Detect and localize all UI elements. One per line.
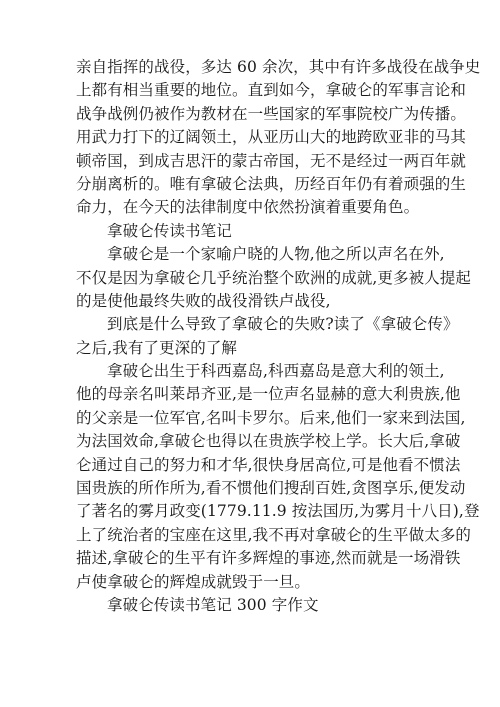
text-line: 了著名的雾月政变(1779.11.9 按法国历,为雾月十八日),登: [76, 502, 480, 521]
text-line: 分崩离析的。唯有拿破仑法典，历经百年仍有着顽强的生: [76, 174, 467, 193]
text-line: 拿破仑是一个家喻户晓的人物,他之所以声名在外,: [107, 245, 445, 264]
section-heading: 拿破仑传读书笔记 300 字作文: [107, 595, 319, 614]
text-line: 战争战例仍被作为教材在一些国家的军事院校广为传播。: [76, 104, 467, 123]
text-line: 他的母亲名叫莱昂齐亚,是一位声名显赫的意大利贵族,他: [76, 385, 461, 404]
text-line: 上都有相当重要的地位。直到如今，拿破仑的军事言论和: [76, 81, 467, 100]
text-line: 顿帝国，到成吉思汗的蒙古帝国，无不是经过一两百年就: [76, 151, 467, 170]
text-line: 上了统治者的宝座在这里,我不再对拿破仑的生平做太多的: [76, 525, 472, 544]
text-line: 国贵族的所作所为,看不惯他们搜刮百姓,贪图享乐,便发动: [76, 479, 466, 498]
text-line: 用武力打下的辽阔领土，从亚历山大的地跨欧亚非的马其: [76, 128, 467, 147]
text-line: 卢使拿破仑的辉煌成就毁于一旦。: [76, 572, 311, 591]
text-line: 的是使他最终失败的战役滑铁卢战役,: [76, 291, 331, 310]
text-line: 的父亲是一位军官,名叫卡罗尔。后来,他们一家来到法国,: [76, 408, 466, 427]
text-line: 仑通过自己的努力和才华,很快身居高位,可是他看不惯法: [76, 455, 461, 474]
text-line: 亲自指挥的战役，多达 60 余次，其中有许多战役在战争史: [76, 58, 481, 76]
section-heading: 拿破仑传读书笔记: [107, 221, 232, 240]
text-line: 到底是什么导致了拿破仑的失败?读了《拿破仑传》: [107, 315, 459, 334]
text-line: 不仅是因为拿破仑几乎统治整个欧洲的成就,更多被人提起: [76, 268, 472, 287]
text-line: 拿破仑出生于科西嘉岛,科西嘉岛是意大利的领土,: [107, 362, 445, 381]
text-line: 之后,我有了更深的了解: [76, 338, 238, 357]
text-line: 命力，在今天的法律制度中依然扮演着重要角色。: [76, 198, 420, 217]
document-body: [76, 56, 481, 617]
text-line: 描述,拿破仑的生平有许多辉煌的事迹,然而就是一场滑铁: [76, 549, 461, 568]
text-line: 为法国效命,拿破仑也得以在贵族学校上学。长大后,拿破: [76, 432, 461, 451]
